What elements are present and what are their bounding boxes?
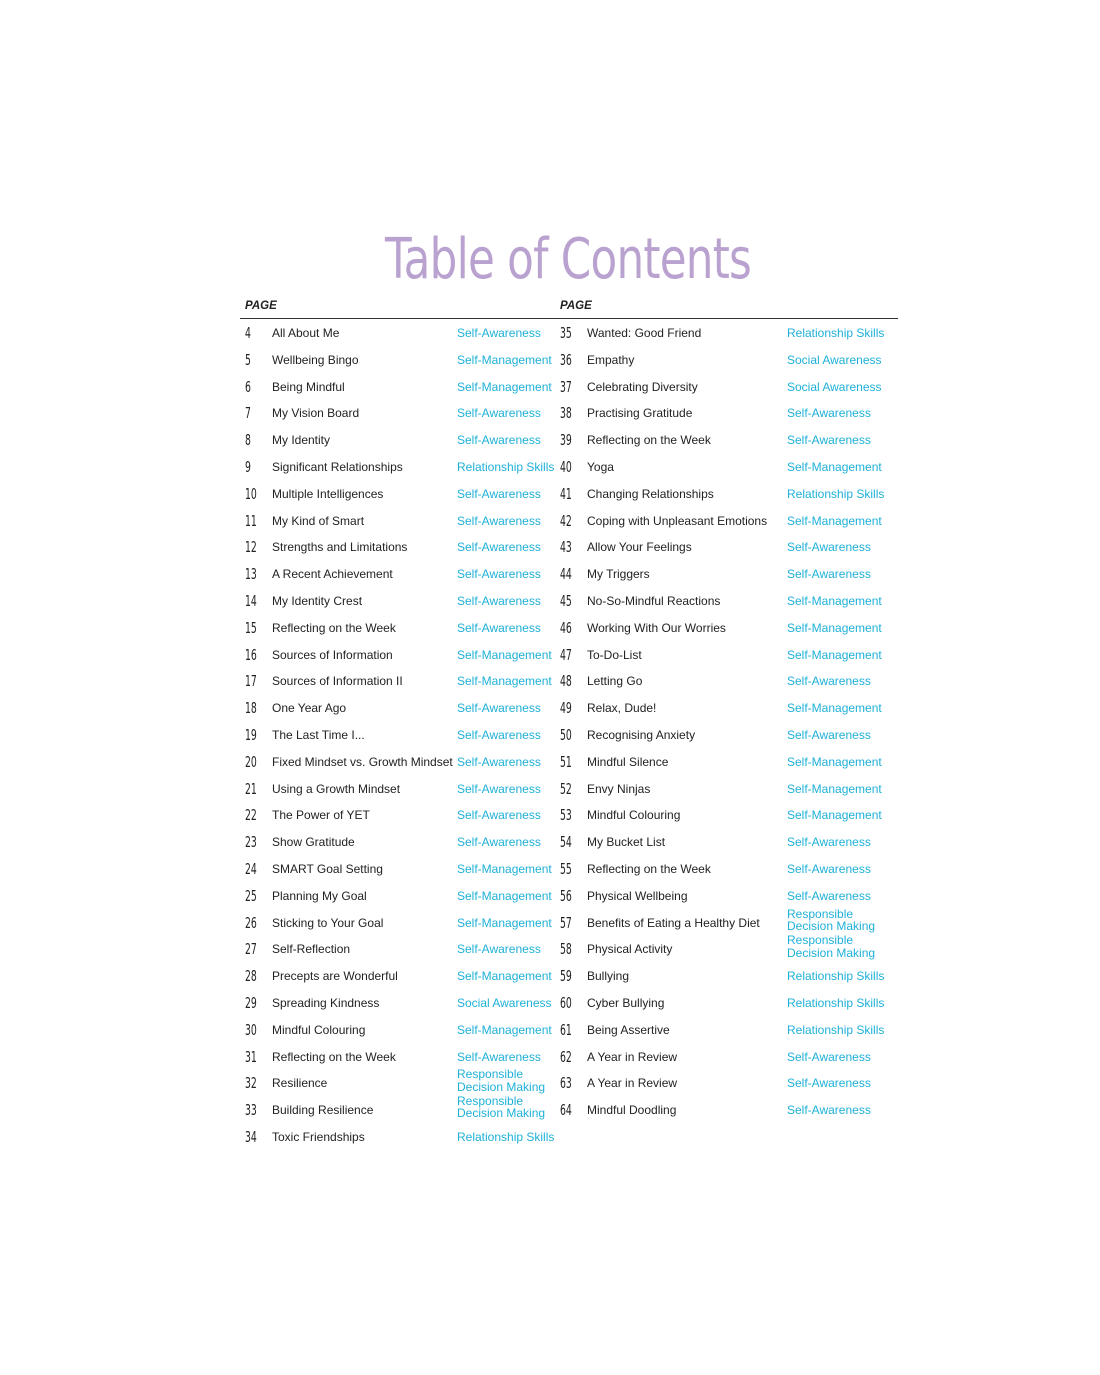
entry-category: Self-Awareness (457, 620, 541, 635)
toc-entry (560, 1044, 890, 1071)
entry-category: Responsible Decision Making (457, 1094, 546, 1121)
toc-entry (560, 749, 890, 776)
page-number: 10 (245, 484, 257, 503)
entry-category: Self-Awareness (787, 861, 871, 876)
page-number: 63 (560, 1074, 572, 1093)
page-number: 43 (560, 538, 572, 557)
page-number: 56 (560, 886, 572, 905)
entry-category: Self-Management (787, 701, 882, 716)
page-number: 50 (560, 725, 572, 744)
page-number: 39 (560, 431, 572, 450)
entry-category: Self-Management (787, 647, 882, 662)
page-number: 22 (245, 806, 257, 825)
entry-title: Mindful Colouring (587, 808, 681, 823)
entry-category: Relationship Skills (787, 486, 885, 501)
entry-title: Wellbeing Bingo (272, 352, 359, 367)
entry-category: Self-Awareness (457, 486, 541, 501)
toc-column-right (560, 320, 890, 1124)
entry-category: Self-Awareness (457, 754, 541, 769)
entry-category: Self-Awareness (787, 433, 871, 448)
entry-category: Self-Awareness (457, 433, 541, 448)
toc-entry (245, 588, 555, 615)
page-number: 12 (245, 538, 257, 557)
toc-entry (560, 963, 890, 990)
toc-entry (245, 400, 555, 427)
page-number: 34 (245, 1127, 257, 1146)
entry-title: Building Resilience (272, 1103, 374, 1118)
toc-entry (245, 749, 555, 776)
toc-entry (245, 427, 555, 454)
entry-category: Self-Management (787, 808, 882, 823)
toc-entry (245, 668, 555, 695)
page-number: 20 (245, 752, 257, 771)
entry-title: My Identity Crest (272, 593, 363, 608)
toc-entry (560, 347, 890, 374)
page-number: 19 (245, 725, 257, 744)
toc-entry (245, 1017, 555, 1044)
entry-title: Self-Reflection (272, 942, 351, 957)
toc-entry (560, 454, 890, 481)
entry-title: Mindful Silence (587, 754, 669, 769)
entry-category: Self-Awareness (457, 406, 541, 421)
toc-entry (560, 722, 890, 749)
entry-title: Toxic Friendships (272, 1129, 365, 1144)
entry-category: Self-Awareness (787, 1076, 871, 1091)
entry-title: Physical Activity (587, 942, 673, 957)
entry-category: Self-Awareness (457, 808, 541, 823)
entry-title: Sticking to Your Goal (272, 915, 384, 930)
toc-entry (245, 936, 555, 963)
entry-title: Practising Gratitude (587, 406, 693, 421)
entry-title: Wanted: Good Friend (587, 326, 702, 340)
entry-category: Relationship Skills (787, 969, 885, 984)
entry-category: Self-Management (787, 781, 882, 796)
entry-title: Precepts are Wonderful (272, 969, 398, 984)
entry-title: Empathy (587, 352, 635, 367)
page-number: 37 (560, 377, 572, 396)
page-number: 45 (560, 591, 572, 610)
entry-title: Bullying (587, 969, 630, 984)
toc-entry (560, 856, 890, 883)
page-number: 7 (245, 404, 251, 423)
entry-category: Self-Awareness (457, 326, 541, 340)
entry-category: Self-Management (457, 379, 552, 394)
page-number: 21 (245, 779, 257, 798)
toc-entry (245, 963, 555, 990)
entry-title: My Triggers (587, 567, 650, 582)
page-number: 4 (245, 324, 251, 342)
entry-category: Self-Management (457, 647, 552, 662)
toc-entry (245, 990, 555, 1017)
toc-entry (560, 374, 890, 401)
page-number: 24 (245, 859, 257, 878)
entry-title: My Vision Board (272, 406, 360, 421)
entry-category: Social Awareness (457, 995, 552, 1010)
toc-entry (560, 508, 890, 535)
page-number: 52 (560, 779, 572, 798)
toc-entry (245, 561, 555, 588)
page-number: 48 (560, 672, 572, 691)
entry-category: Self-Management (457, 969, 552, 984)
toc-column-left (245, 320, 555, 1151)
page-title: Table of Contents (384, 227, 752, 292)
header-divider (240, 318, 898, 319)
page-number: 38 (560, 404, 572, 423)
page-number: 25 (245, 886, 257, 905)
toc-entry (560, 883, 890, 910)
entry-title: Being Mindful (272, 379, 345, 394)
page-number: 40 (560, 457, 572, 476)
entry-title: Reflecting on the Week (587, 433, 711, 448)
toc-entry (245, 856, 555, 883)
page-number: 47 (560, 645, 572, 664)
page-number: 5 (245, 350, 251, 369)
toc-entry (560, 802, 890, 829)
page-number: 23 (245, 833, 257, 852)
entry-category: Self-Management (787, 459, 882, 474)
entry-title: Planning My Goal (272, 888, 367, 903)
entry-category: Self-Awareness (457, 781, 541, 796)
toc-entry (560, 1097, 890, 1124)
page-number: 27 (245, 940, 257, 959)
page-number: 11 (245, 511, 257, 530)
page-column-header-right: PAGE (560, 300, 592, 312)
entry-title: A Year in Review (587, 1049, 678, 1064)
entry-category: Self-Management (457, 352, 552, 367)
entry-category: Self-Awareness (787, 1103, 871, 1118)
toc-entry (245, 829, 555, 856)
toc-entry (245, 695, 555, 722)
entry-title: Sources of Information (272, 647, 393, 662)
entry-category: Self-Management (457, 861, 552, 876)
entry-category: Self-Awareness (787, 888, 871, 903)
entry-category: Self-Awareness (457, 593, 541, 608)
entry-category: Self-Management (787, 620, 882, 635)
entry-category: Responsible Decision Making (457, 1067, 546, 1094)
page-number: 13 (245, 565, 257, 584)
entry-category: Self-Awareness (787, 674, 871, 689)
toc-entry (245, 722, 555, 749)
page-number: 29 (245, 993, 257, 1012)
toc-entry (560, 933, 890, 963)
entry-title: Relax, Dude! (587, 701, 657, 716)
entry-category: Self-Awareness (787, 1049, 871, 1064)
page-number: 17 (245, 672, 257, 691)
entry-title: My Identity (272, 433, 331, 448)
entry-title: A Year in Review (587, 1076, 678, 1091)
entry-title: Sources of Information II (272, 674, 403, 689)
toc-entry (560, 427, 890, 454)
toc-entry (245, 374, 555, 401)
toc-entry (245, 1044, 555, 1071)
page-number: 61 (560, 1020, 572, 1039)
entry-category: Self-Awareness (787, 567, 871, 582)
page-number: 44 (560, 565, 572, 584)
toc-entry (245, 508, 555, 535)
toc-entry (245, 776, 555, 803)
page-number: 14 (245, 591, 257, 610)
entry-title: No-So-Mindful Reactions (587, 593, 721, 608)
entry-title: My Bucket List (587, 835, 666, 850)
toc-entry (560, 400, 890, 427)
toc-entry (245, 347, 555, 374)
page-number: 9 (245, 457, 251, 476)
toc-entry (245, 910, 555, 937)
entry-title: Reflecting on the Week (272, 620, 396, 635)
toc-entry (245, 454, 555, 481)
entry-category: Responsible Decision Making (787, 906, 876, 933)
page-number: 59 (560, 967, 572, 986)
page-number: 33 (245, 1101, 257, 1120)
toc-entry (245, 320, 555, 347)
entry-title: Being Assertive (587, 1022, 670, 1037)
entry-category: Relationship Skills (787, 1022, 885, 1037)
entry-title: Working With Our Worries (587, 620, 726, 635)
toc-entry (560, 668, 890, 695)
entry-category: Self-Awareness (457, 567, 541, 582)
page-number: 42 (560, 511, 572, 530)
page-number: 28 (245, 967, 257, 986)
page-number: 51 (560, 752, 572, 771)
page-number: 31 (245, 1047, 257, 1066)
entry-category: Social Awareness (787, 379, 882, 394)
toc-entry (245, 1094, 555, 1124)
entry-category: Self-Management (457, 674, 552, 689)
page-number: 16 (245, 645, 257, 664)
entry-title: The Power of YET (272, 808, 370, 823)
toc-entry (560, 534, 890, 561)
entry-title: SMART Goal Setting (272, 861, 383, 876)
entry-title: Cyber Bullying (587, 995, 665, 1010)
entry-category: Self-Awareness (457, 835, 541, 850)
toc-entry (560, 695, 890, 722)
entry-title: Benefits of Eating a Healthy Diet (587, 915, 760, 930)
entry-title: Mindful Doodling (587, 1103, 677, 1118)
entry-category: Self-Awareness (787, 406, 871, 421)
entry-category: Responsible Decision Making (787, 933, 876, 960)
page-number: 30 (245, 1020, 257, 1039)
toc-entry (560, 615, 890, 642)
page-column-header-left: PAGE (245, 300, 277, 312)
entry-category: Relationship Skills (787, 995, 885, 1010)
entry-title: The Last Time I... (272, 727, 365, 742)
toc-entry (560, 906, 890, 937)
entry-category: Self-Awareness (457, 942, 541, 957)
entry-title: Envy Ninjas (587, 781, 651, 796)
entry-title: To-Do-List (587, 647, 642, 662)
entry-category: Self-Management (787, 754, 882, 769)
entry-title: Celebrating Diversity (587, 379, 698, 394)
toc-entry (245, 1124, 555, 1151)
entry-title: Multiple Intelligences (272, 486, 384, 501)
entry-title: Mindful Colouring (272, 1022, 366, 1037)
entry-category: Self-Awareness (787, 540, 871, 555)
page-number: 64 (560, 1101, 572, 1120)
page-number: 15 (245, 618, 257, 637)
page-number: 8 (245, 431, 251, 450)
page-number: 26 (245, 913, 257, 932)
entry-category: Self-Awareness (457, 513, 541, 528)
toc-entry (245, 883, 555, 910)
entry-category: Relationship Skills (457, 1129, 555, 1144)
entry-category: Self-Management (787, 513, 882, 528)
entry-title: Spreading Kindness (272, 995, 380, 1010)
page-number: 32 (245, 1074, 257, 1093)
entry-category: Self-Awareness (457, 701, 541, 716)
page-number: 60 (560, 993, 572, 1012)
page-number: 58 (560, 940, 572, 959)
entry-title: Allow Your Feelings (587, 540, 692, 555)
toc-entry (245, 534, 555, 561)
toc-entry (560, 588, 890, 615)
entry-category: Relationship Skills (787, 326, 885, 340)
entry-title: A Recent Achievement (272, 567, 393, 582)
toc-entry (245, 642, 555, 669)
entry-title: One Year Ago (272, 701, 347, 716)
entry-title: Physical Wellbeing (587, 888, 688, 903)
toc-entry (560, 990, 890, 1017)
page-number: 54 (560, 833, 572, 852)
entry-category: Self-Awareness (787, 835, 871, 850)
entry-title: Reflecting on the Week (272, 1049, 396, 1064)
page-number: 6 (245, 377, 251, 396)
page-number: 35 (560, 324, 572, 342)
page-number: 55 (560, 859, 572, 878)
entry-category: Relationship Skills (457, 459, 555, 474)
entry-title: Letting Go (587, 674, 643, 689)
page-number: 57 (560, 913, 572, 932)
entry-category: Self-Awareness (787, 727, 871, 742)
toc-entry (560, 320, 890, 347)
entry-category: Self-Management (457, 1022, 552, 1037)
toc-entry (245, 481, 555, 508)
entry-category: Social Awareness (787, 352, 882, 367)
toc-entry (245, 802, 555, 829)
entry-title: Reflecting on the Week (587, 861, 711, 876)
entry-title: Coping with Unpleasant Emotions (587, 513, 768, 528)
toc-entry (560, 776, 890, 803)
toc-entry (560, 1017, 890, 1044)
entry-title: Significant Relationships (272, 459, 403, 474)
toc-entry (245, 615, 555, 642)
entry-title: Changing Relationships (587, 486, 714, 501)
page-number: 62 (560, 1047, 572, 1066)
page-number: 53 (560, 806, 572, 825)
page-number: 36 (560, 350, 572, 369)
toc-entry (560, 829, 890, 856)
entry-title: All About Me (272, 326, 340, 340)
entry-category: Self-Management (787, 593, 882, 608)
page-number: 46 (560, 618, 572, 637)
entry-title: Fixed Mindset vs. Growth Mindset (272, 754, 453, 769)
entry-title: Using a Growth Mindset (272, 781, 401, 796)
page-number: 49 (560, 699, 572, 718)
entry-category: Self-Management (457, 888, 552, 903)
toc-entry (245, 1067, 555, 1097)
entry-category: Self-Awareness (457, 727, 541, 742)
toc-entry (560, 561, 890, 588)
entry-title: My Kind of Smart (272, 513, 365, 528)
entry-title: Recognising Anxiety (587, 727, 696, 742)
entry-category: Self-Management (457, 915, 552, 930)
page-number: 41 (560, 484, 572, 503)
entry-title: Strengths and Limitations (272, 540, 408, 555)
entry-title: Resilience (272, 1076, 328, 1091)
toc-entry (560, 642, 890, 669)
entry-category: Self-Awareness (457, 540, 541, 555)
toc-entry (560, 1070, 890, 1097)
toc-entry (560, 481, 890, 508)
entry-title: Yoga (587, 459, 614, 474)
page-number: 18 (245, 699, 257, 718)
entry-title: Show Gratitude (272, 835, 355, 850)
entry-category: Self-Awareness (457, 1049, 541, 1064)
